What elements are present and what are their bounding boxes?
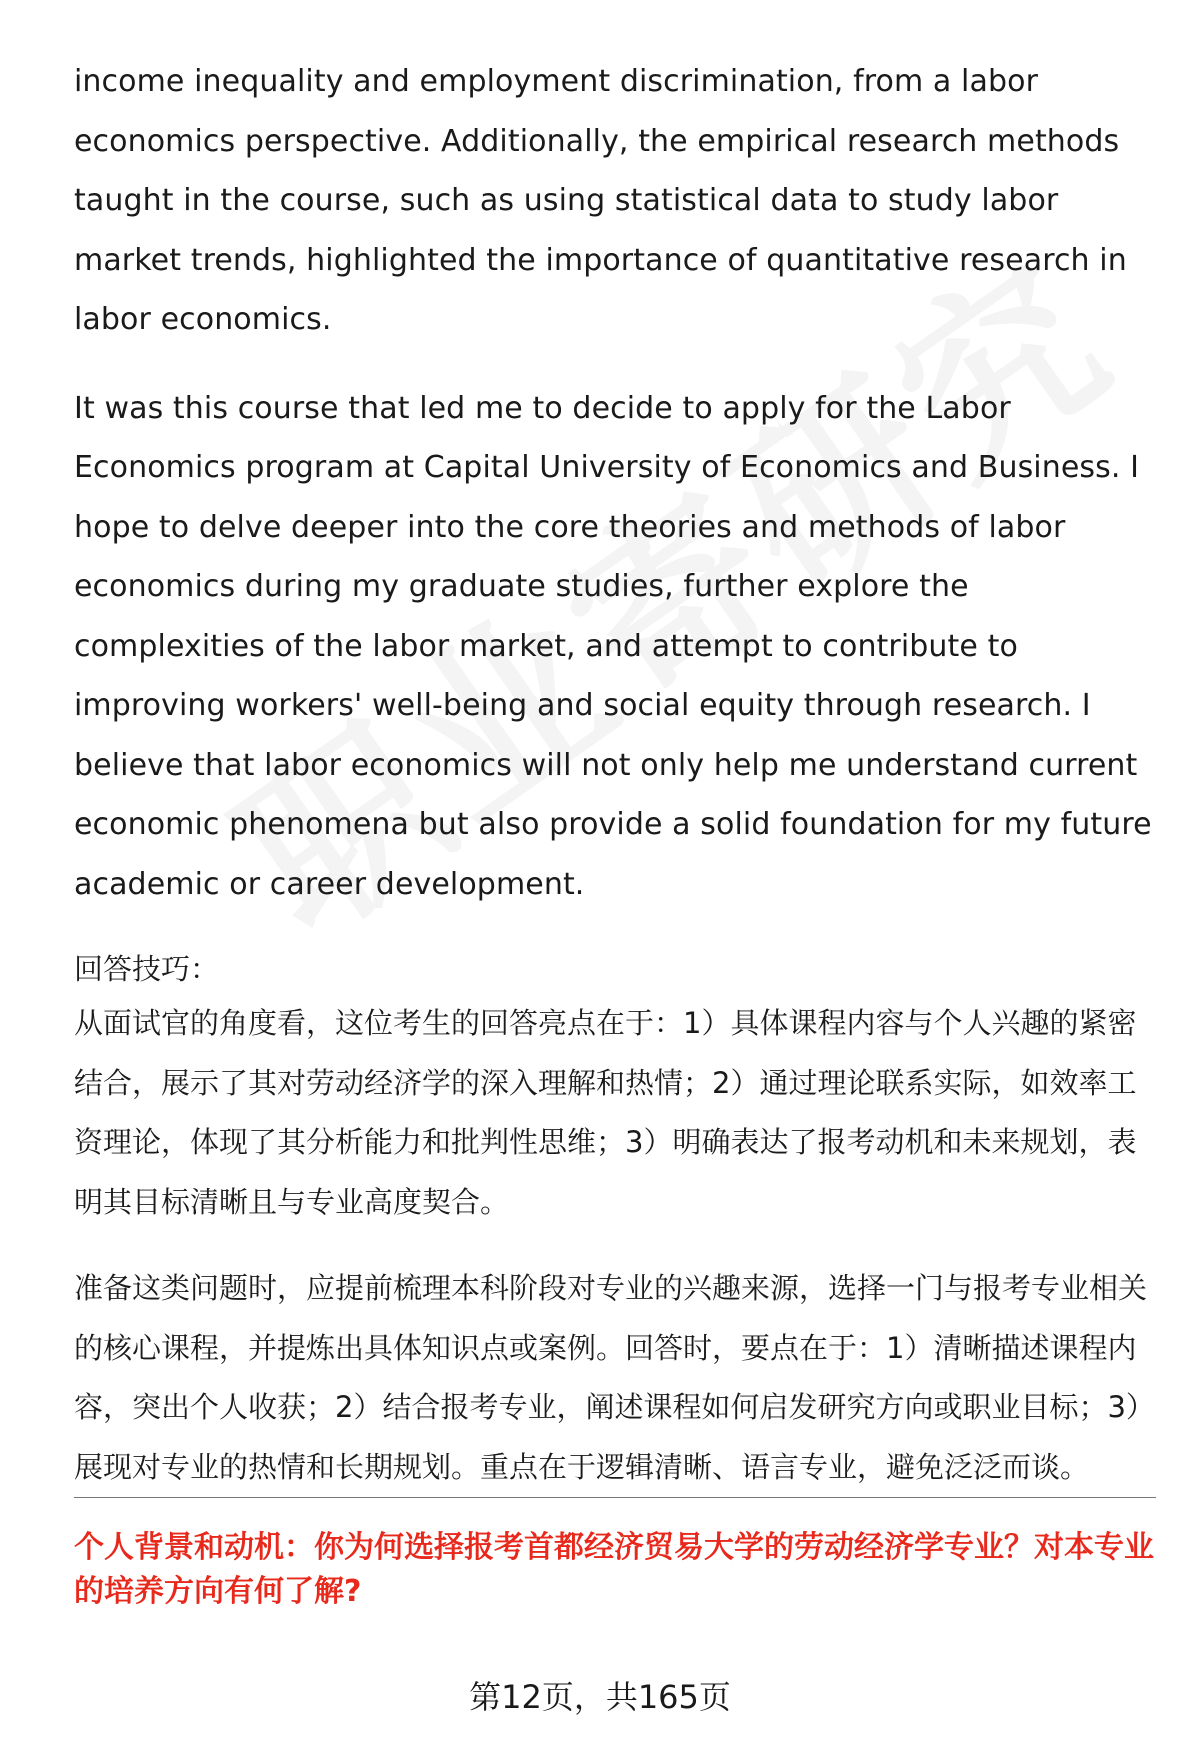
english-paragraph-2: It was this course that led me to decide to apply for the Labor Economics program at Capital University of Economics and Business. I hope to delve deeper into the core theories and methods of labor economics during my graduate studies, further explore the complexities of the labor market, and attempt to contribute to improving workers' well-being and social equity through research. I believe that labor economics will not only help me understand current economic phenomena but also provide a solid foundation for my future academic or career development. xyxy=(74,390,1152,902)
chinese-paragraph-2: 准备这类问题时，应提前梳理本科阶段对专业的兴趣来源，选择一门与报考专业相关的核心课程，并提炼出具体知识点或案例。回答时，要点在于：1）清晰描述课程内容，突出个人收获；2）结合报考专业，阐述课程如何启发研究方向或职业目标；3）展现对专业的热情和长期规划。重点在于逻辑清晰、语言专业，避免泛泛而谈。 xyxy=(74,1271,1148,1484)
question-heading: 个人背景和动机：你为何选择报考首都经济贸易大学的劳动经济学专业？对本专业的培养方向有何了解? xyxy=(74,1530,1154,1609)
tips-label: 回答技巧： xyxy=(74,952,220,986)
section-divider xyxy=(74,1497,1156,1498)
page-content xyxy=(74,52,1154,1524)
english-paragraph-1: income inequality and employment discrimination, from a labor economics perspective. Additionally, the empirical research methods taught in the course, such as using statistical data to study labor market trends, highlighted the importance of quantitative research in labor economics. xyxy=(74,64,1127,337)
chinese-paragraph-1: 从面试官的角度看，这位考生的回答亮点在于：1）具体课程内容与个人兴趣的紧密结合，展示了其对劳动经济学的深入理解和热情；2）通过理论联系实际，如效率工资理论，体现了其分析能力和批判性思维；3）明确表达了报考动机和未来规划，表明其目标清晰且与专业高度契合。 xyxy=(74,1006,1137,1219)
page-number-footer: 第12页，共165页 xyxy=(469,1678,731,1716)
